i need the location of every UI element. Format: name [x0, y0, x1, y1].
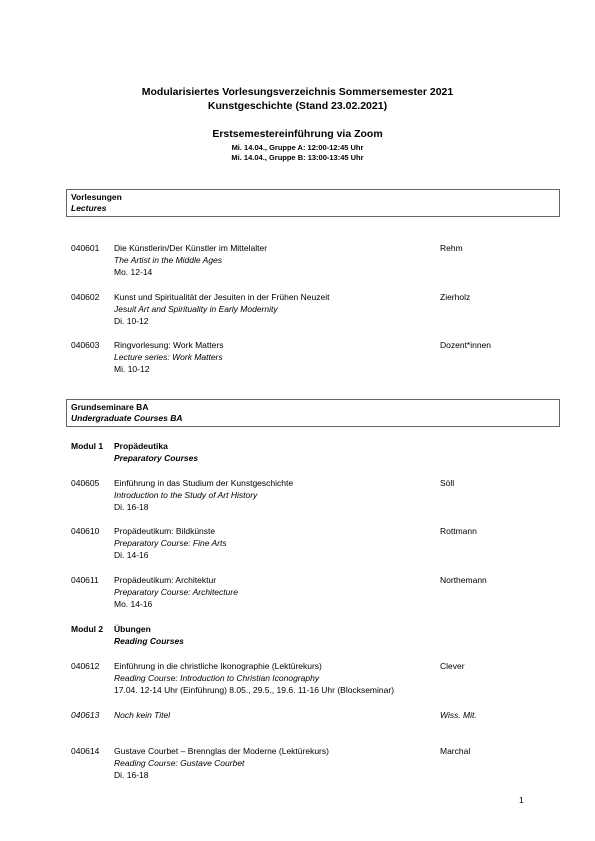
course-lecturer: Marchal [440, 746, 471, 756]
course-row [0, 660, 595, 700]
course-title: Noch kein Titel [114, 710, 171, 720]
intro-group-a: Mi. 14.04., Gruppe A: 12:00-12:45 Uhr [231, 143, 364, 152]
course-row [0, 477, 595, 517]
modul-title-en: Preparatory Courses [114, 453, 199, 463]
course-title: Propädeutikum: Architektur [114, 575, 217, 585]
course-title: Ringvorlesung: Work Matters [114, 340, 224, 350]
course-lecturer: Rottmann [440, 526, 477, 536]
course-row [0, 525, 595, 565]
document-title: Modularisiertes Vorlesungsverzeichnis Sommersemester 2021 [141, 86, 454, 98]
section-title-en: Undergraduate Courses BA [71, 413, 183, 423]
course-row [0, 339, 595, 379]
intro-title: Erstsemestereinführung via Zoom [212, 128, 383, 140]
course-row [0, 745, 595, 785]
course-time: Di. 16-18 [114, 770, 149, 781]
course-number: 040613 [71, 710, 100, 720]
document-subtitle: Kunstgeschichte (Stand 23.02.2021) [207, 100, 388, 112]
course-title: Die Künstlerin/Der Künstler im Mittelalter [114, 243, 268, 253]
course-time: Mo. 14-16 [114, 599, 153, 610]
course-lecturer: Zierholz [440, 292, 471, 302]
course-title: Gustave Courbet – Brennglas der Moderne (Lektürekurs) [114, 746, 329, 756]
course-title-en: Preparatory Course: Architecture [114, 587, 238, 598]
course-title-en: Reading Course: Introduction to Christian Iconography [114, 673, 320, 684]
course-title-en: The Artist in the Middle Ages [114, 255, 223, 266]
modul-title: Propädeutika [114, 441, 168, 451]
course-number: 040605 [71, 478, 100, 488]
course-title-en: Preparatory Course: Fine Arts [114, 538, 227, 549]
course-lecturer: Söll [440, 478, 455, 488]
course-number: 040601 [71, 243, 100, 253]
section-box-lectures [66, 189, 560, 217]
section-box-seminars [66, 399, 560, 427]
modul-title: Übungen [114, 624, 151, 634]
course-lecturer: Wiss. Mit. [440, 710, 477, 720]
course-title: Einführung in das Studium der Kunstgeschichte [114, 478, 294, 488]
course-lecturer: Northemann [440, 575, 487, 585]
course-number: 040610 [71, 526, 100, 536]
course-number: 040611 [71, 575, 99, 585]
course-title-en: Jesuit Art and Spirituality in Early Modernity [114, 304, 278, 315]
course-title: Kunst und Spiritualität der Jesuiten in der Frühen Neuzeit [114, 292, 330, 302]
course-row [0, 709, 595, 749]
course-time: Di. 14-16 [114, 550, 149, 561]
page-number: 1 [519, 795, 524, 805]
course-title-en: Reading Course: Gustave Courbet [114, 758, 245, 769]
course-lecturer: Dozent*innen [440, 340, 492, 350]
course-time: 17.04. 12-14 Uhr (Einführung) 8.05., 29.5., 19.6. 11-16 Uhr (Blockseminar) [114, 685, 395, 696]
section-title: Grundseminare BA [71, 402, 149, 412]
intro-group-b: Mi. 14.04., Gruppe B: 13:00-13:45 Uhr [231, 153, 364, 162]
course-time: Di. 16-18 [114, 502, 149, 513]
course-title-en: Introduction to the Study of Art History [114, 490, 258, 501]
modul-label: Modul 1 [71, 441, 104, 451]
course-time: Mi. 10-12 [114, 364, 150, 375]
course-title: Propädeutikum: Bildkünste [114, 526, 216, 536]
course-time: Di. 10-12 [114, 316, 149, 327]
course-title: Einführung in die christliche Ikonographie (Lektürekurs) [114, 661, 322, 671]
course-number: 040612 [71, 661, 100, 671]
course-number: 040614 [71, 746, 100, 756]
course-row [0, 242, 595, 282]
modul-title-en: Reading Courses [114, 636, 184, 646]
section-title-en: Lectures [71, 203, 107, 213]
course-title-en: Lecture series: Work Matters [114, 352, 223, 363]
course-number: 040603 [71, 340, 100, 350]
course-time: Mo. 12-14 [114, 267, 153, 278]
course-row [0, 574, 595, 614]
modul-label: Modul 2 [71, 624, 104, 634]
course-lecturer: Clever [440, 661, 465, 671]
course-lecturer: Rehm [440, 243, 463, 253]
section-title: Vorlesungen [71, 192, 122, 202]
course-number: 040602 [71, 292, 100, 302]
course-row [0, 291, 595, 331]
